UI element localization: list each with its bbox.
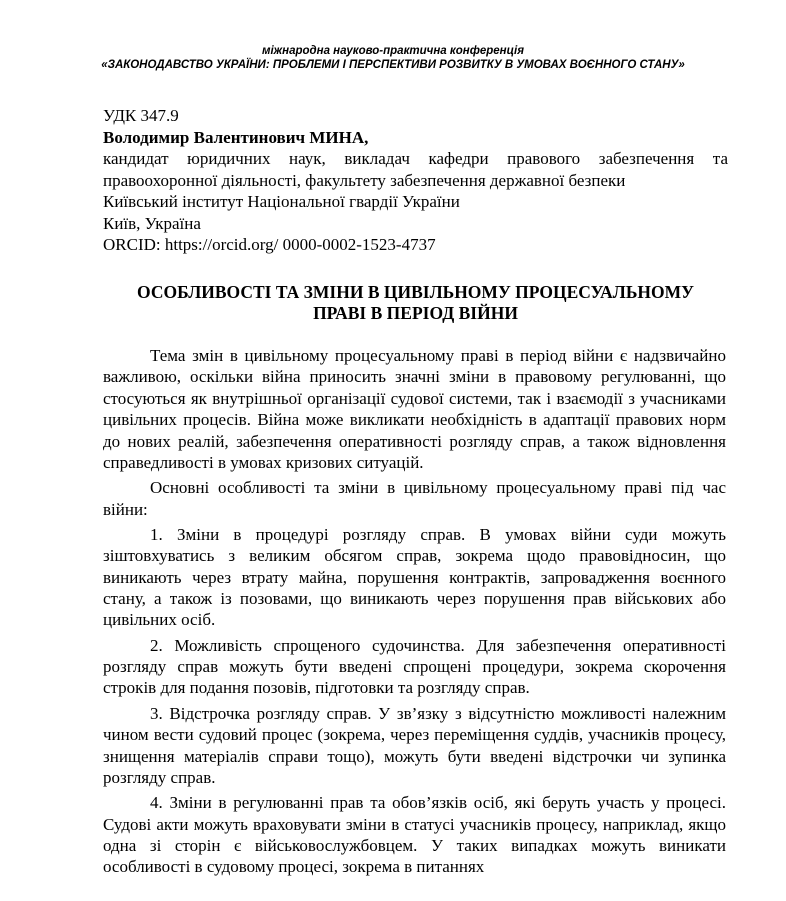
author-city: Київ, Україна	[103, 213, 201, 233]
author-position: кандидат юридичних наук, викладач кафедри правового забезпечення та правоохоронної діяльності, факультету забезпечення державної безпеки	[103, 149, 728, 190]
body-paragraph: 1. Зміни в процедурі розгляду справ. В умовах війни суди можуть зіштовхуватись з великим обсягом справ, зокрема щодо правовідносин, що виникають через втрату майна, порушення контрактів, запровадження воєнного стану, а також із позовами, що виникають через порушення прав військових або цивільних осіб.	[103, 524, 726, 630]
body-paragraph: Тема змін в цивільному процесуальному праві в період війни є надзвичайно важливою, оскільки війна приносить значні зміни в правовому регулюванні, що стосуються як внутрішньої організації судової системи, так і взаємодії з учасниками цивільних процесів. Війна може викликати необхідність в адаптації правових норм до нових реалій, забезпечення оперативності розгляду справ, а також відновлення справедливості в умовах кризових ситуацій.	[103, 346, 726, 473]
article-title	[103, 282, 728, 324]
article-body	[103, 345, 726, 882]
article-meta	[103, 105, 728, 256]
conference-header-line1: міжнародна науково-практична конференція	[261, 45, 525, 57]
body-paragraph: Основні особливості та зміни в цивільному процесуальному праві під час війни:	[103, 478, 726, 519]
article-title-line2: ПРАВІ В ПЕРІОД ВІЙНИ	[313, 303, 518, 323]
body-paragraph: 3. Відстрочка розгляду справ. У зв’язку з відсутністю можливості належним чином вести судовий процес (зокрема, через переміщення суддів, учасників процесу, знищення матеріалів справи тощо), можуть бути введені відстрочки чи зупинка розгляду справ.	[103, 703, 726, 787]
udk-code: УДК 347.9	[103, 106, 179, 125]
author-orcid: ORCID: https://orcid.org/ 0000-0002-1523-4737	[103, 235, 436, 254]
author-name: Володимир Валентинович МИНА,	[103, 127, 369, 147]
author-institution: Київський інститут Національної гвардії України	[103, 192, 460, 211]
article-title-line1: ОСОБЛИВОСТІ ТА ЗМІНИ В ЦИВІЛЬНОМУ ПРОЦЕСУАЛЬНОМУ	[137, 282, 694, 302]
conference-header	[0, 44, 786, 72]
body-paragraph: 2. Можливість спрощеного судочинства. Для забезпечення оперативності розгляду справ можуть бути введені спрощені процедури, зокрема скорочення строків для подання позовів, підготовки та розгляду справ.	[103, 635, 726, 698]
body-paragraph: 4. Зміни в регулюванні прав та обов’язків осіб, які беруть участь у процесі. Судові акти можуть враховувати зміни в статусі учасників процесу, наприклад, якщо одна зі сторін є військовослужбовцем. У таких випадках можуть виникати особливості в судовому процесі, зокрема в питаннях	[103, 793, 726, 877]
conference-header-line2: «ЗАКОНОДАВСТВО УКРАЇНИ: ПРОБЛЕМИ І ПЕРСПЕКТИВИ РОЗВИТКУ В УМОВАХ ВОЄННОГО СТАНУ»	[101, 59, 685, 71]
